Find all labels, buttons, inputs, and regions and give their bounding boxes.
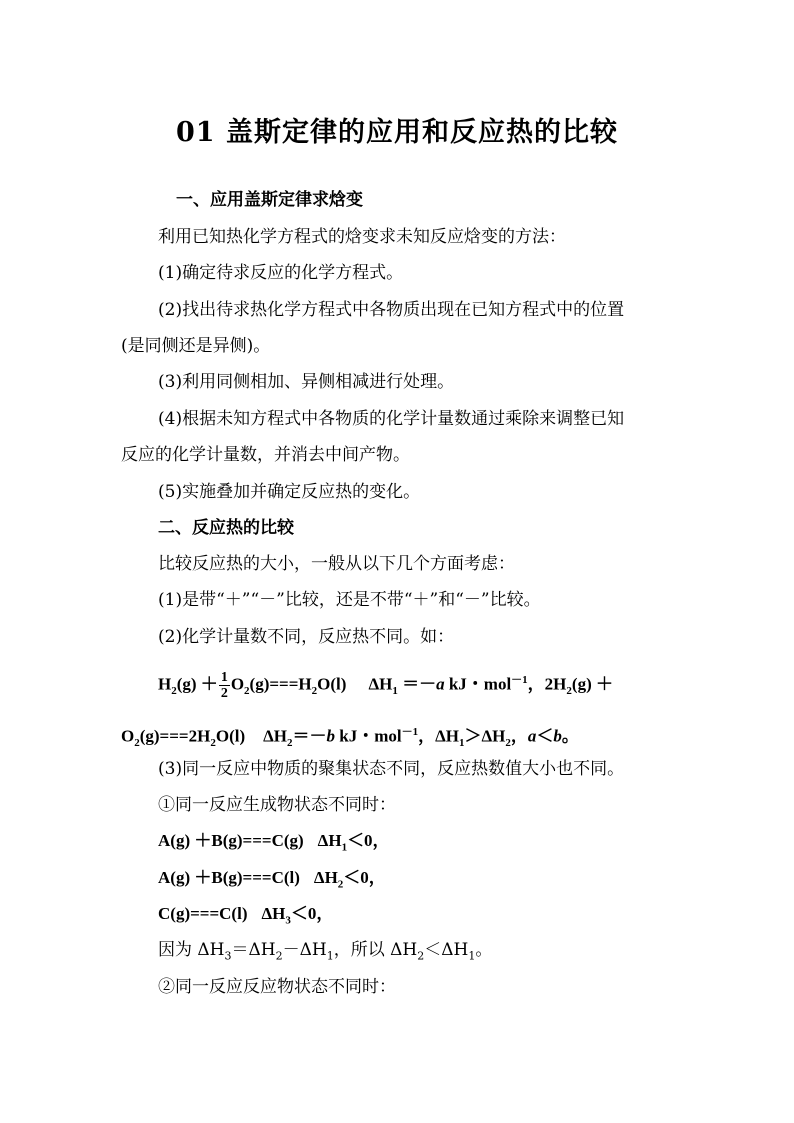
reaction-2: A(g) ＋B(g)===C(l) $\Delta H_2<0$， — [158, 868, 386, 891]
case-2: ②同一反应反应物状态不同时： — [158, 977, 396, 997]
point-1: (1)是带“＋”“－”比较，还是不带“＋”和“－”比较。 — [158, 590, 541, 610]
equation-line-1: $H_2(g)$ ＋ $\frac{1}{2}$ $O_2(g)===H_2O(l)$ $\Delta H_1 =-a$ kJ・mol$^{-1}$，$2H_2(g)$ ＋ — [158, 670, 613, 702]
step-3: (3)利用同侧相加、异侧相减进行处理。 — [158, 372, 455, 392]
step-5: (5)实施叠加并确定反应热的变化。 — [158, 482, 421, 502]
step-1: (1)确定待求反应的化学方程式。 — [158, 263, 404, 283]
step-2-line1: (2)找出待求热化学方程式中各物质出现在已知方程式中的位置 — [158, 300, 625, 320]
page-title: 01 盖斯定律的应用和反应热的比较 — [176, 117, 618, 148]
section1-heading: 一、应用盖斯定律求焓变 — [176, 190, 363, 210]
reaction-1: A(g) ＋B(g)===C(g) $\Delta H_1<0$， — [158, 831, 390, 854]
section1-intro: 利用已知热化学方程式的焓变求未知反应焓变的方法： — [158, 227, 566, 247]
step-4-line2: 反应的化学计量数，并消去中间产物。 — [121, 445, 410, 465]
reaction-3: C(g)===C(l) $\Delta H_3<0$， — [158, 904, 334, 927]
section2-intro: 比较反应热的大小，一般从以下几个方面考虑： — [158, 554, 515, 574]
section2-heading: 二、反应热的比较 — [158, 518, 294, 538]
case-1: ①同一反应生成物状态不同时： — [158, 795, 396, 815]
fraction-one-half: $\frac{1}{2}$ — [220, 670, 228, 702]
equation-line-2: $O_2(g)===2H_2O(l)$ $\Delta H_2=-b$ kJ・mol$^{-1}$，$\Delta H_1>\Delta H_2$，a＜b。 — [121, 726, 579, 750]
point-3: (3)同一反应中物质的聚集状态不同，反应热数值大小也不同。 — [158, 759, 625, 779]
because-statement: 因为 $\Delta H_3=\Delta H_2-\Delta H_1$，所以 $\Delta H_2<\Delta H_1$。 — [158, 940, 493, 963]
point-2: (2)化学计量数不同，反应热不同。如： — [158, 627, 455, 647]
step-4-line1: (4)根据未知方程式中各物质的化学计量数通过乘除来调整已知 — [158, 409, 625, 429]
step-2-line2: (是同侧还是异侧)。 — [121, 336, 271, 356]
